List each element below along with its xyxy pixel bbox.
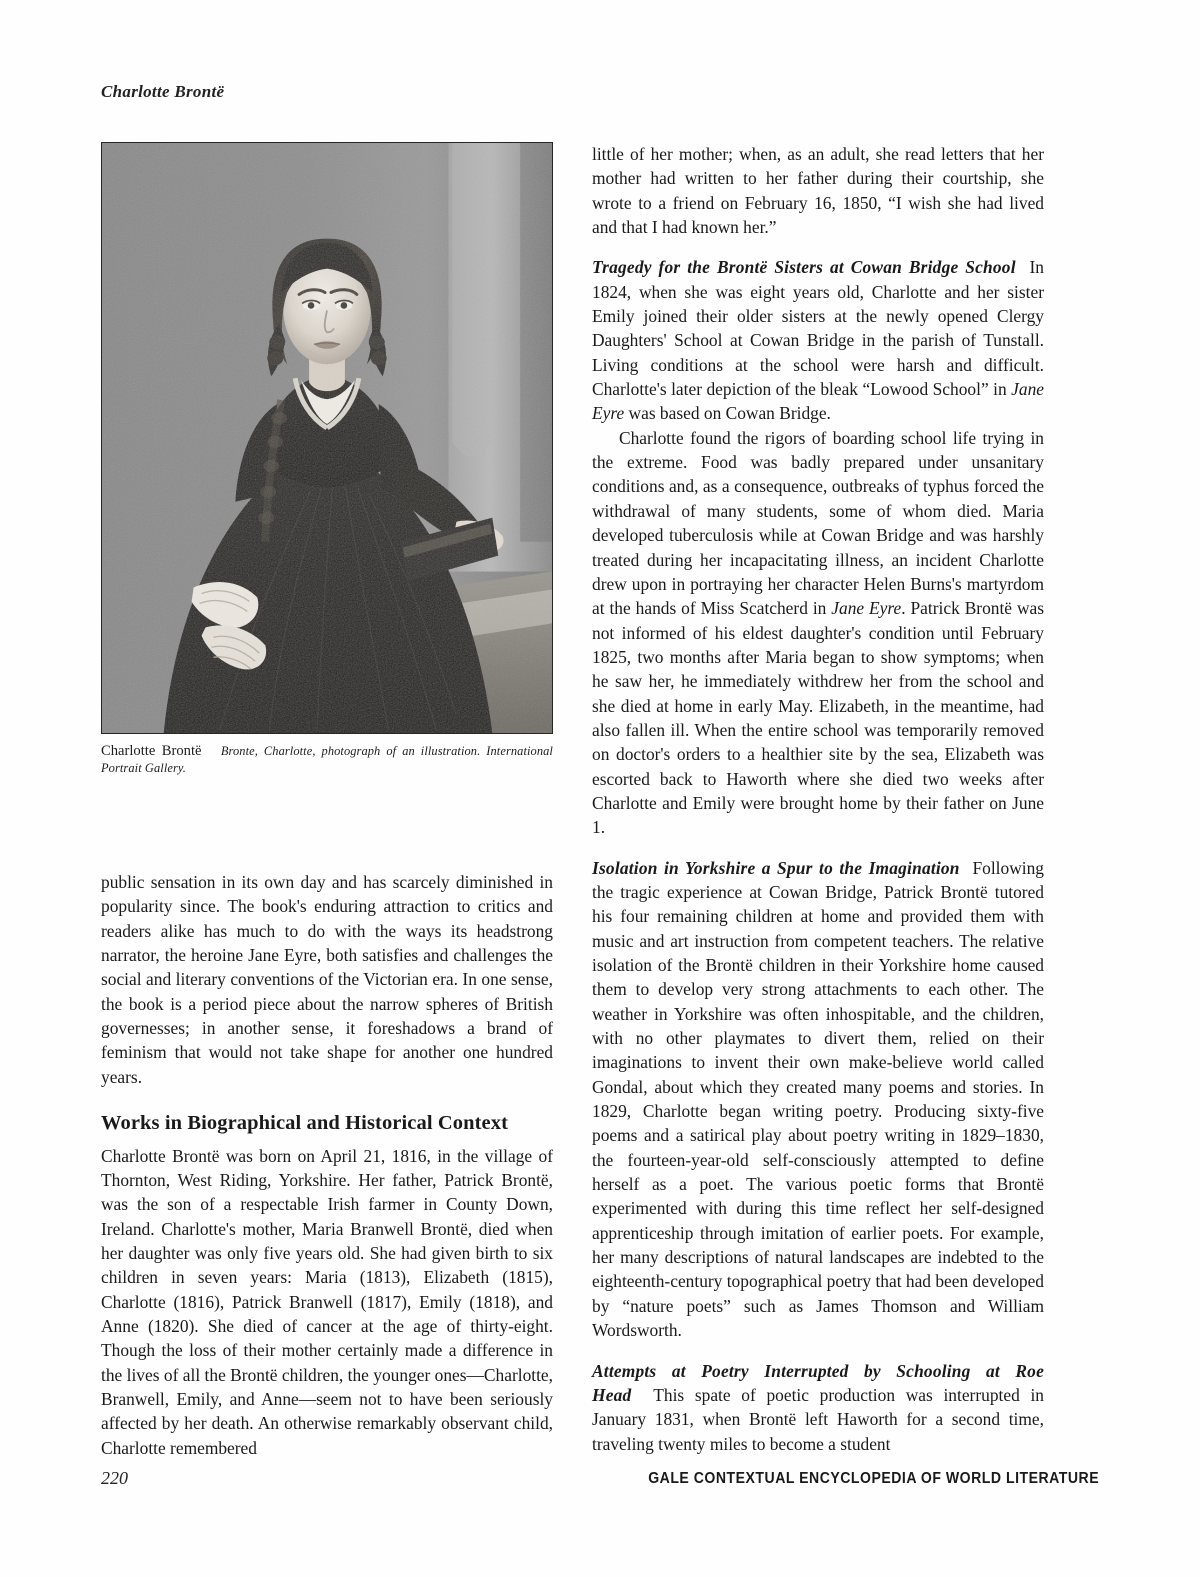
title-jane-eyre-1: Jane Eyre (592, 379, 1044, 424)
cowan-bridge-text-2: was based on Cowan Bridge. (624, 403, 831, 424)
section-heading-works-in-context: Works in Biographical and Historical Context (101, 1112, 509, 1135)
left-paragraph-biography: Charlotte Brontë was born on April 21, 1816, in the village of Thornton, West Riding, Yorkshire. Her father, Patrick Brontë, was the son of a respectable Irish farmer in County Down, Ireland. Charlotte's mother, Maria Branwell Brontë, died when her daughter was only five years old. She had given birth to six children in seven years: Maria (1813), Elizabeth (1815), Charlotte (1816), Patrick Branwell (1817), Emily (1818), and Anne (1820). She died of cancer at the age of thirty-eight. Though the loss of their mother certainly made a difference in the lives of all the Brontë children, the younger ones—Charlotte, Branwell, Emily, and Anne—seem not to have been seriously affected by her death. An otherwise remarkably observant child, Charlotte remembered (101, 1145, 553, 1458)
page-number: 220 (101, 1468, 128, 1488)
run-in-heading-roe-head: Attempts at Poetry Interrupted by Schooling at Roe Head (592, 1360, 1044, 1405)
paragraph-boarding-school (592, 426, 1044, 840)
right-column (592, 142, 1044, 1456)
figure-caption (101, 743, 553, 776)
isolation-yorkshire-text: Following the tragic experience at Cowan Bridge, Patrick Brontë tutored his four remaining children at home and provided them with music and art instruction from competent teachers. The relative isolation of the Brontë children in their Yorkshire home caused them to develop very strong attachments to each other. The weather in Yorkshire was often inhospitable, and the children, with no other playmates to divert them, relied on their imaginations to invent their own make-believe world called Gondal, about which they created many poems and stories. In 1829, Charlotte began writing poetry. Producing sixty-five poems and a satirical play about poetry writing in 1829–1830, the fourteen-year-old self-consciously attempted to define herself as a poet. The various poetic forms that Brontë experimented with during this time reflect her self-designed apprenticeship through imitation of earlier poets. For example, her many descriptions of natural landscapes are indebted to the eighteenth-century topographical poetry that had been developed by “nature poets” such as James Thomson and William Wordsworth. (592, 857, 1044, 1341)
title-jane-eyre-2: Jane Eyre (831, 598, 902, 619)
cowan-bridge-text-1: In 1824, when she was eight years old, Charlotte and her sister Emily joined their older sisters at the newly opened Clergy Daughters' School at Cowan Bridge in the parish of Tunstall. Living conditions at the school were harsh and difficult. Charlotte's later depiction of the bleak “Lowood School” in (592, 257, 1044, 400)
left-paragraph-continued: public sensation in its own day and has scarcely diminished in popularity since. The book's enduring attraction to critics and readers alike has much to do with the ways its headstrong narrator, the heroine Jane Eyre, both satisfies and challenges the social and literary conventions of the Victorian era. In one sense, the book is a period piece about the narrow spheres of British governesses; in another sense, it foreshadows a brand of feminism that would not take shape for another one hundred years. (101, 872, 553, 1087)
paragraph-isolation-yorkshire (592, 856, 1044, 1343)
running-head: Charlotte Brontë (101, 82, 225, 101)
caption-credit: Bronte, Charlotte, photograph of an illustration. International Portrait Gallery. (101, 744, 553, 775)
boarding-school-text-1: Charlotte found the rigors of boarding school life trying in the extreme. Food was badly prepared under unsanitary conditions and, as a consequence, outbreaks of typhus forced the withdrawal of many students, some of whom died. Maria developed tuberculosis while at Cowan Bridge and was harshly treated during her incapacitating illness, an incident Charlotte drew upon in portraying her character Helen Burns's martyrdom at the hands of Miss Scatcherd in (592, 427, 1044, 619)
caption-title: Charlotte Brontë (101, 743, 202, 759)
run-in-heading-isolation-yorkshire: Isolation in Yorkshire a Spur to the Imagination (592, 857, 960, 878)
paragraph-cowan-bridge (592, 255, 1044, 425)
figure-text-gap (101, 776, 553, 870)
paragraph-roe-head (592, 1359, 1044, 1456)
boarding-school-text-2: . Patrick Brontë was not informed of his eldest daughter's condition until February 1825, two months after Maria began to show symptoms; when he saw her, he immediately withdrew her from the school and she died at home in early May. Elizabeth, in the meantime, had also fallen ill. When the entire school was temporarily removed on doctor's orders to a healthier site by the sea, Elizabeth was escorted back to Haworth where she died two weeks after Charlotte and Emily were brought home by their father on June 1. (592, 598, 1045, 838)
portrait-image (101, 142, 553, 734)
run-in-heading-cowan-bridge: Tragedy for the Brontë Sisters at Cowan Bridge School (592, 257, 1016, 278)
roe-head-text: This spate of poetic production was interrupted in January 1831, when Brontë left Haworth for a second time, traveling twenty miles to become a student (592, 1384, 1044, 1454)
right-paragraph-continued: little of her mother; when, as an adult, she read letters that her mother had written to her father during their courtship, she wrote to a friend on February 16, 1850, “I wish she had lived and that I had known her.” (592, 144, 1044, 238)
figure-charlotte-bronte (101, 142, 553, 776)
left-column (101, 142, 553, 1460)
publication-title: GALE CONTEXTUAL ENCYCLOPEDIA OF WORLD LITERATURE (648, 1470, 1099, 1487)
